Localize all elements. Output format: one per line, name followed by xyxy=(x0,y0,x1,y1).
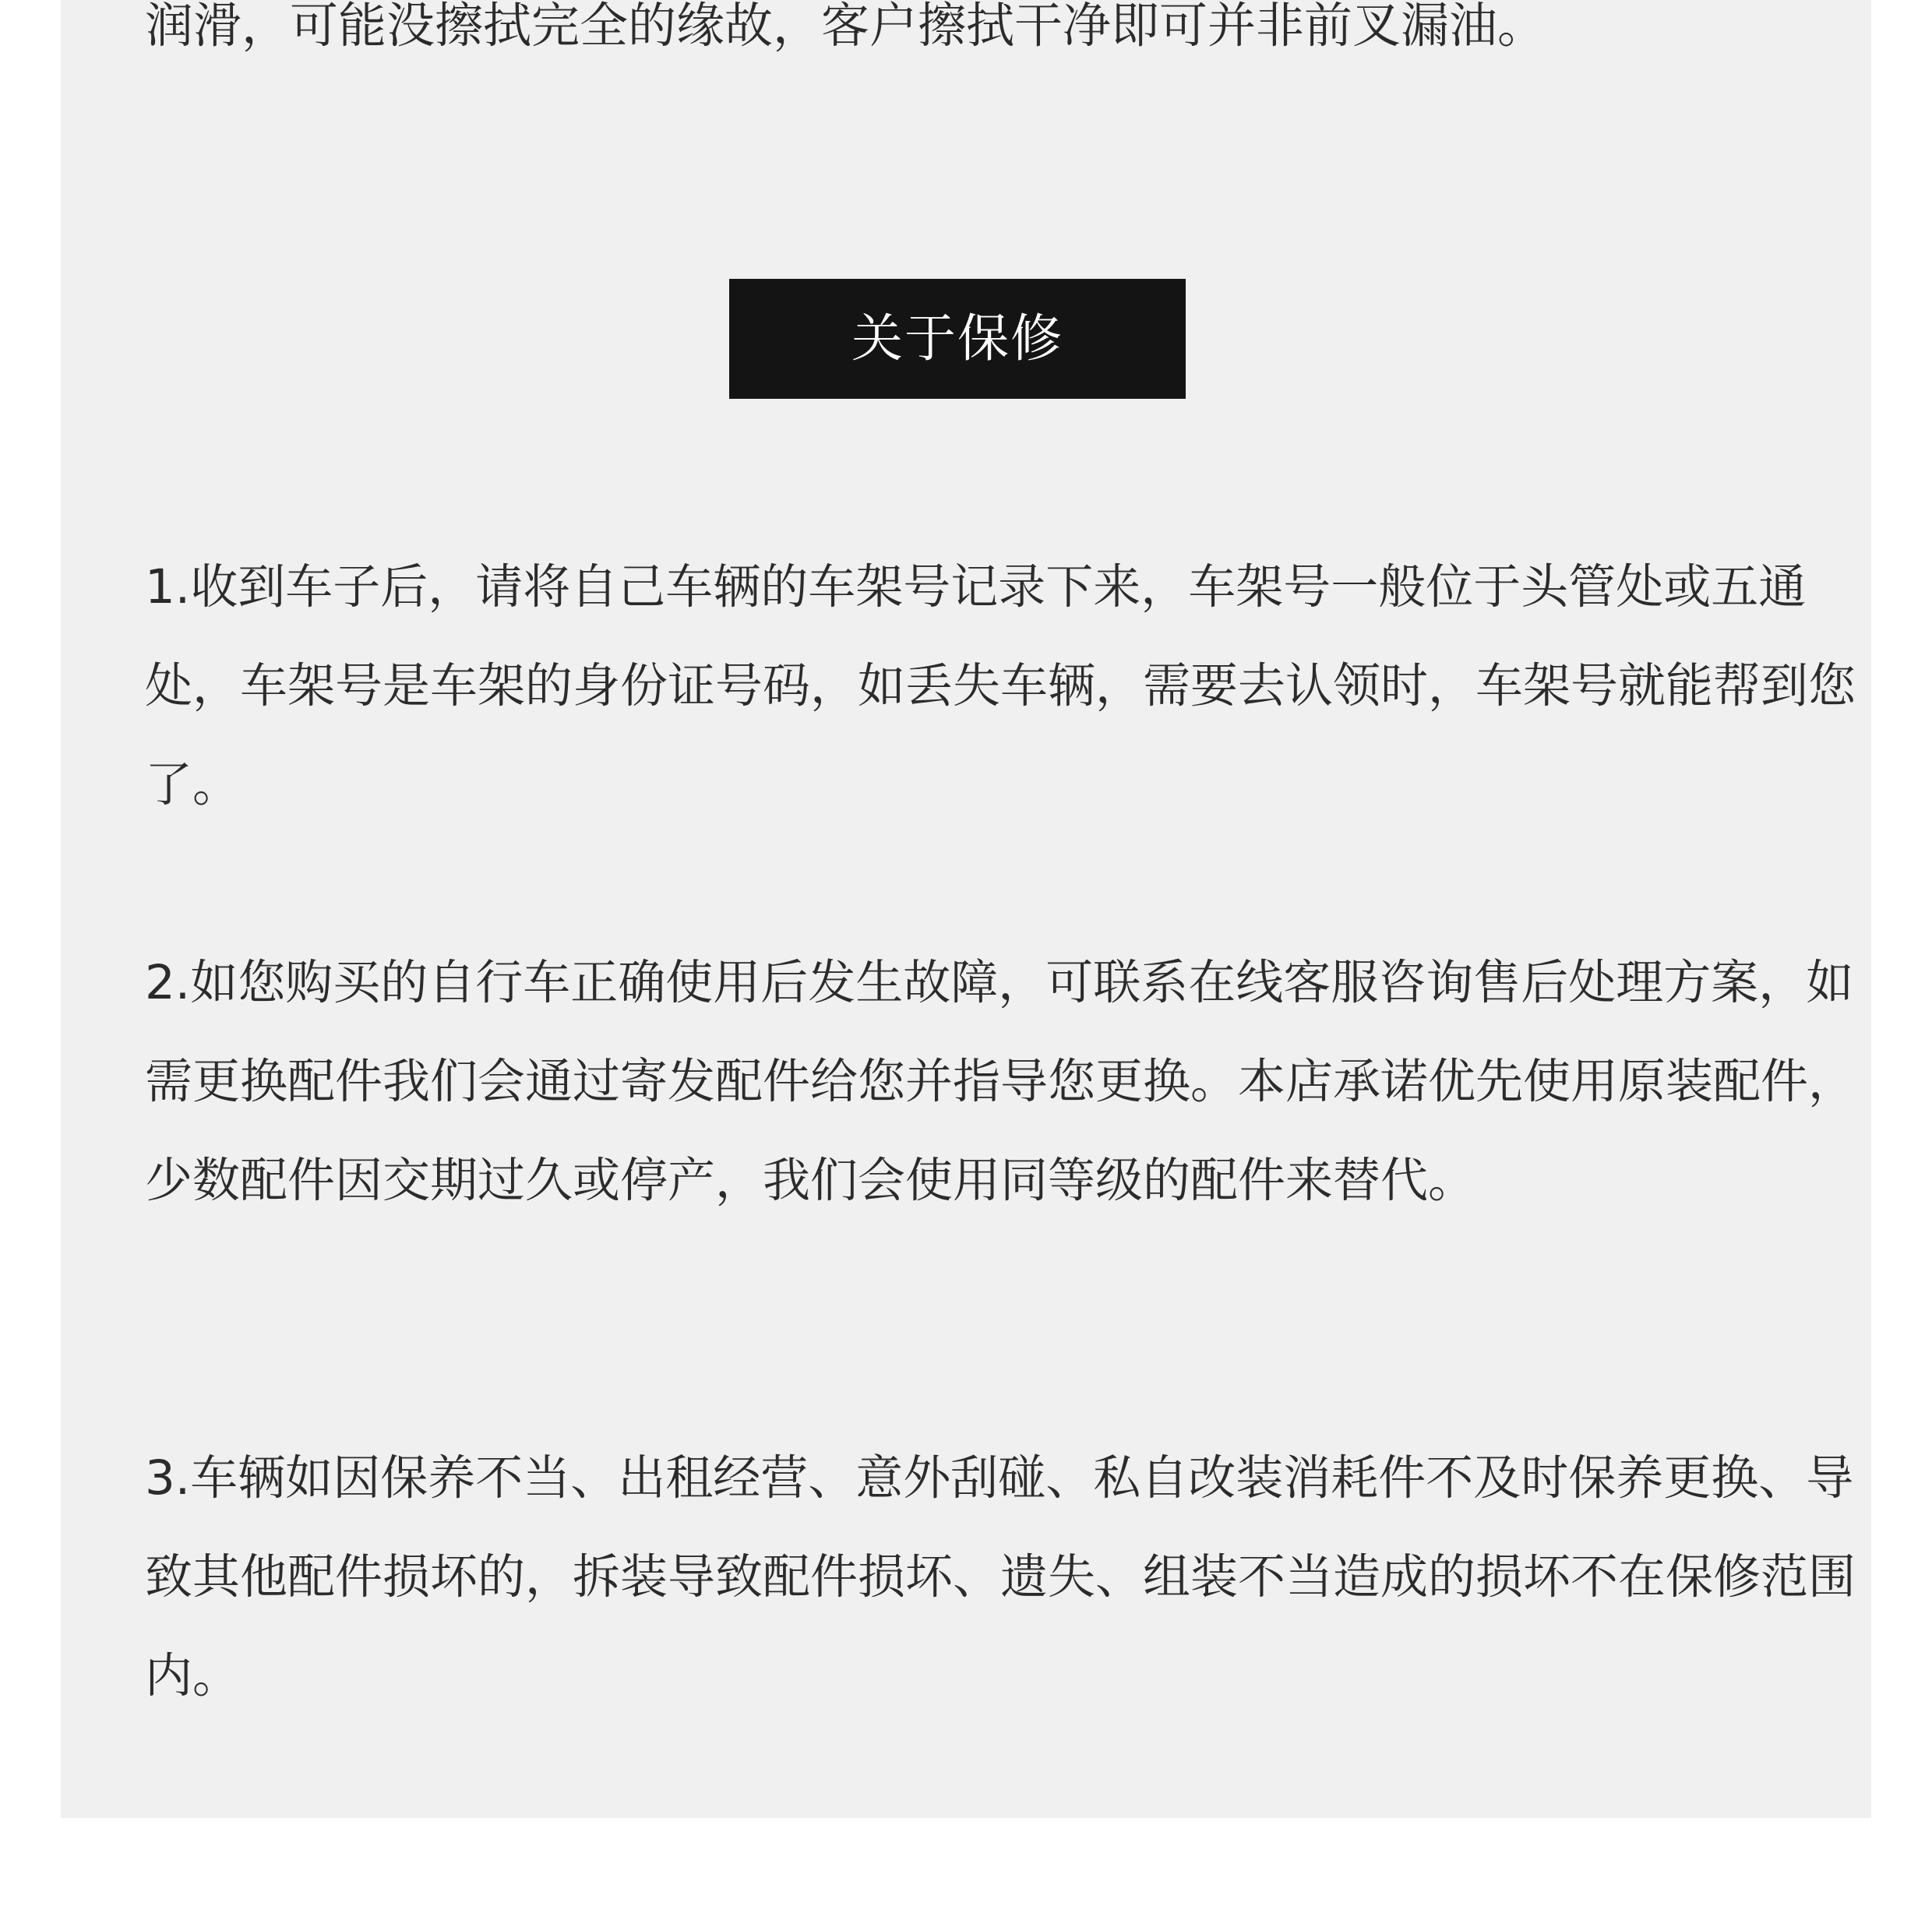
warranty-panel xyxy=(61,0,1871,1818)
section-header-banner xyxy=(729,279,1186,399)
warranty-note-1: 1.收到车子后，请将自己车辆的车架号记录下来，车架号一般位于头管处或五通处，车架号是车架的身份证号码，如丢失车辆，需要去认领时，车架号就能帮到您了。 xyxy=(145,559,1856,812)
section-title: 关于保修 xyxy=(851,308,1063,368)
warranty-note-2: 2.如您购买的自行车正确使用后发生故障，可联系在线客服咨询售后处理方案，如需更换配件我们会通过寄发配件给您并指导您更换。本店承诺优先使用原装配件，少数配件因交期过久或停产，我们会使用同等级的配件来替代。 xyxy=(145,955,1856,1208)
intro-tail-text: 润滑，可能没擦拭完全的缘故，客户擦拭干净即可并非前叉漏油。 xyxy=(145,0,1546,54)
warranty-note-3: 3.车辆如因保养不当、出租经营、意外刮碰、私自改装消耗件不及时保养更换、导致其他配件损坏的，拆装导致配件损坏、遗失、组装不当造成的损坏不在保修范围内。 xyxy=(145,1450,1856,1703)
